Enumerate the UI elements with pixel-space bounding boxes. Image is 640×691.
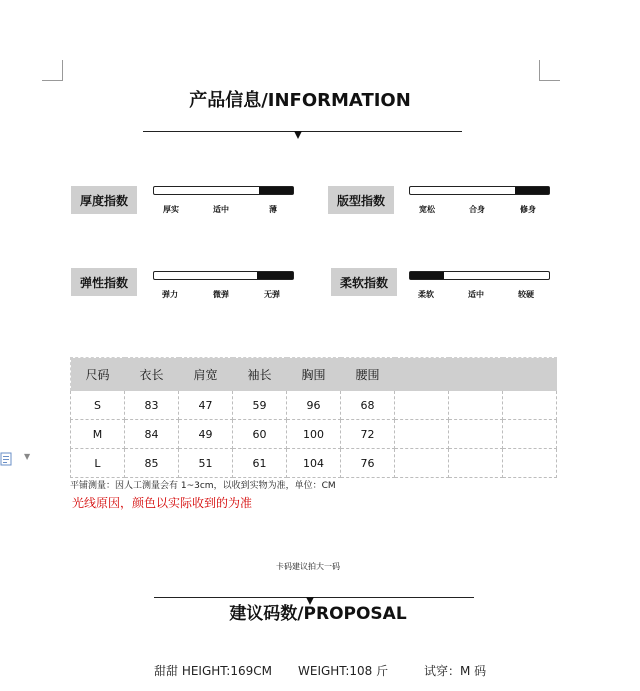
thickness-tick: 厚实	[163, 205, 179, 214]
size-table-header: 尺码	[71, 358, 125, 391]
size-cell	[503, 391, 557, 420]
triangle-marker-icon	[294, 131, 302, 139]
thickness-index-bar	[153, 186, 294, 195]
size-cell: L	[71, 449, 125, 478]
elasticity-tick: 无弹	[264, 290, 280, 299]
size-table-header: 衣长	[125, 358, 179, 391]
table-row	[71, 449, 557, 478]
size-cell: 96	[287, 391, 341, 420]
paste-options-icon[interactable]	[0, 451, 14, 467]
proposal-rule	[154, 597, 474, 598]
measure-note: 平铺测量：因人工测量会有 1~3cm，以收到实物为准，单位：CM	[70, 481, 336, 491]
table-row	[71, 391, 557, 420]
size-table-header: 肩宽	[179, 358, 233, 391]
softness-index-label: 柔软指数	[331, 268, 397, 296]
thickness-tick: 适中	[213, 205, 229, 214]
size-table-header	[395, 358, 449, 391]
fit-tick: 合身	[469, 205, 485, 214]
thickness-index-fill	[259, 187, 293, 194]
size-cell	[449, 420, 503, 449]
proposal-title: 建议码数/PROPOSAL	[229, 604, 407, 624]
size-table-header: 袖长	[233, 358, 287, 391]
softness-tick: 较硬	[518, 290, 534, 299]
size-cell: 76	[341, 449, 395, 478]
fit-tick: 修身	[520, 205, 536, 214]
size-cell: 68	[341, 391, 395, 420]
size-cell: 61	[233, 449, 287, 478]
size-cell	[449, 449, 503, 478]
fit-index-label: 版型指数	[328, 186, 394, 214]
size-cell: 51	[179, 449, 233, 478]
size-cell	[395, 420, 449, 449]
softness-tick: 适中	[468, 290, 484, 299]
size-table-header	[503, 358, 557, 391]
elasticity-tick: 微弹	[213, 290, 229, 299]
crop-mark-top-right	[539, 60, 560, 81]
thickness-index-label: 厚度指数	[71, 186, 137, 214]
table-row	[71, 420, 557, 449]
thickness-tick: 薄	[269, 205, 277, 214]
size-cell: 60	[233, 420, 287, 449]
size-cell: 47	[179, 391, 233, 420]
size-cell: M	[71, 420, 125, 449]
elasticity-tick: 弹力	[162, 290, 178, 299]
size-cell: S	[71, 391, 125, 420]
fit-index-bar	[409, 186, 550, 195]
model-tryon-size: 试穿：M 码	[424, 664, 487, 678]
info-title: 产品信息/INFORMATION	[189, 90, 411, 111]
chevron-down-icon[interactable]: ▼	[24, 452, 31, 461]
size-cell: 84	[125, 420, 179, 449]
crop-mark-top-left	[42, 60, 63, 81]
size-table	[70, 357, 557, 478]
size-table-header: 胸围	[287, 358, 341, 391]
size-table-header	[449, 358, 503, 391]
size-cell: 83	[125, 391, 179, 420]
size-cell: 85	[125, 449, 179, 478]
model-height: 甜甜 HEIGHT:169CM	[154, 664, 272, 678]
softness-tick: 柔软	[418, 290, 434, 299]
size-cell	[503, 449, 557, 478]
size-cell: 100	[287, 420, 341, 449]
size-cell	[449, 391, 503, 420]
size-table-header-row	[71, 358, 557, 391]
softness-index-bar	[409, 271, 550, 280]
elasticity-index-bar	[153, 271, 294, 280]
title-rule	[143, 131, 462, 132]
fit-tick: 宽松	[419, 205, 435, 214]
fit-index-fill	[515, 187, 549, 194]
size-cell	[395, 391, 449, 420]
softness-index-fill	[410, 272, 444, 279]
model-weight: WEIGHT:108 斤	[298, 664, 389, 678]
elasticity-index-fill	[257, 272, 293, 279]
size-tip: 卡码建议拍大一码	[276, 562, 340, 571]
size-cell	[503, 420, 557, 449]
size-cell	[395, 449, 449, 478]
size-cell: 104	[287, 449, 341, 478]
elasticity-index-label: 弹性指数	[71, 268, 137, 296]
size-cell: 59	[233, 391, 287, 420]
size-cell: 49	[179, 420, 233, 449]
color-note: 光线原因，颜色以实际收到的为准	[72, 496, 253, 510]
size-table-header: 腰围	[341, 358, 395, 391]
size-cell: 72	[341, 420, 395, 449]
